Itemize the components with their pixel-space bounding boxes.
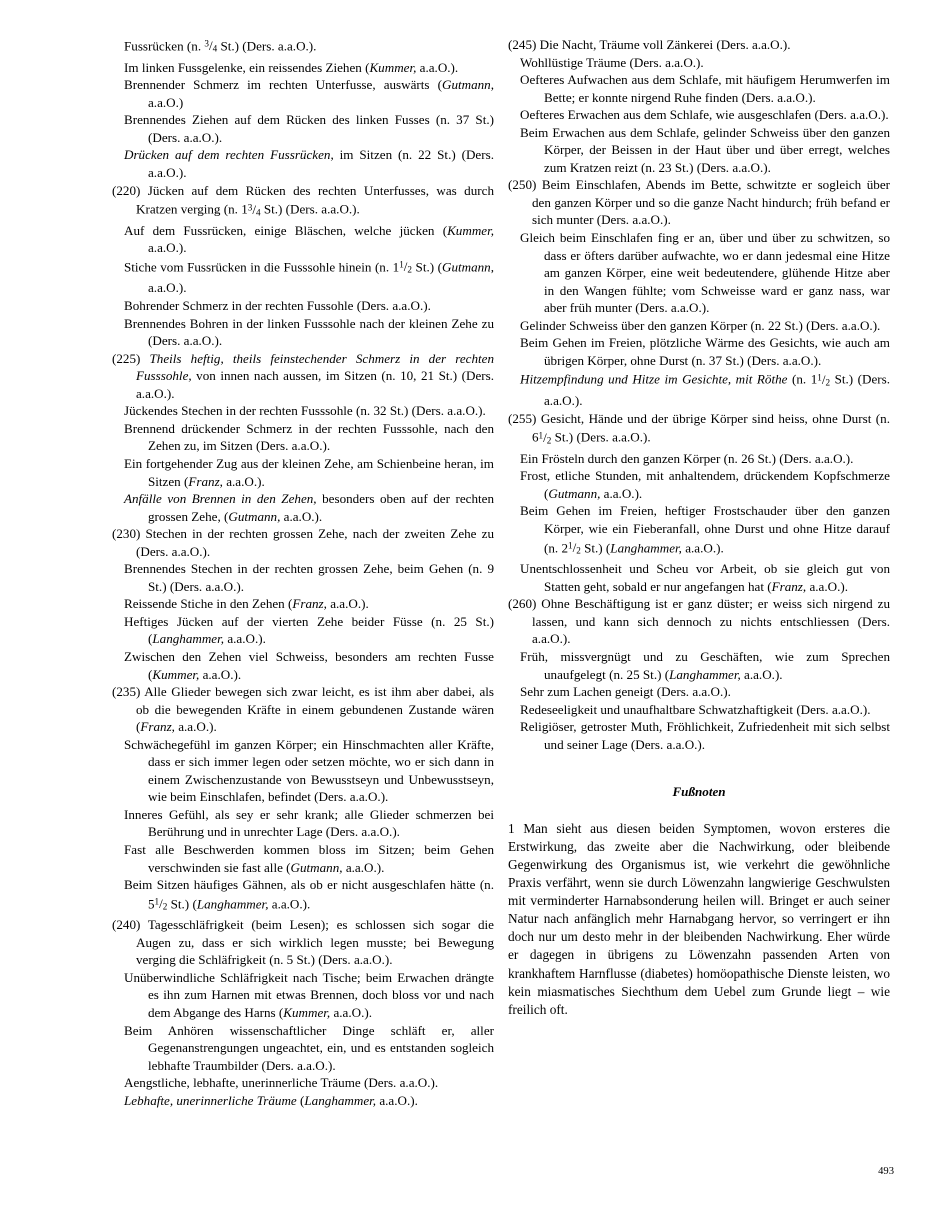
numbered-symptom-entry: (260) Ohne Beschäftigung ist er ganz düster; er weiss sich nirgend zu lassen, und kann sich dennoch zu nichts entschliessen (Ders. a.a.O.). xyxy=(508,596,890,647)
numbered-symptom-entry: (225) Theils heftig, theils feinstechender Schmerz in der rechten Fusssohle, von innen nach aussen, im Sitzen (n. 10, 21 St.) (Ders. a.a.O.). xyxy=(112,350,495,401)
symptom-entry: Auf dem Fussrücken, einige Bläschen, welche jücken (Kummer, a.a.O.). xyxy=(124,222,494,256)
symptom-entry: Fast alle Beschwerden kommen bloss im Sitzen; beim Gehen verschwinden sie fast alle (Gutmann, a.a.O.). xyxy=(124,841,494,875)
symptom-entry: Beim Gehen im Freien, plötzliche Wärme des Gesichts, wie auch am übrigen Körper, ohne Durst (n. 37 St.) (Ders. a.a.O.). xyxy=(520,335,890,368)
symptom-entry: Brennend drückender Schmerz in der rechten Fusssohle, nach den Zehen zu, im Sitzen (Ders. a.a.O.). xyxy=(124,420,494,454)
symptom-entry: Redeseeligkeit und unaufhaltbare Schwatzhaftigkeit (Ders. a.a.O.). xyxy=(520,701,871,717)
symptom-entry: Frost, etliche Stunden, mit anhaltendem, drückendem Kopfschmerze (Gutmann, a.a.O.). xyxy=(520,468,890,501)
numbered-symptom-entry: (255) Gesicht, Hände und der übrige Körper sind heiss, ohne Durst (n. $6^1/2$ St.) (Ders. a.a.O.). xyxy=(508,410,890,446)
symptom-entry: Lebhafte, unerinnerliche Träume (Langhammer, a.a.O.). xyxy=(124,1092,418,1108)
symptom-entry: Gleich beim Einschlafen fing er an, über und über zu schwitzen, so dass er öfters darüber aufwachte, wo er dann jedesmal eine Hitze am ganzen Körper, eine weit bedeutendere, glühende Hitze aber in den Wangen fühlte; vom Schweisse ward er ganz nass, war aber früh munter (Ders. a.a.O.). xyxy=(520,230,890,316)
symptom-entry: Beim Erwachen aus dem Schlafe, gelinder Schweiss über den ganzen Körper, der Beissen in der Haut über und über erregt, welches zum Kratzen reizt (n. 23 St.) (Ders. a.a.O.). xyxy=(520,124,890,175)
page-number: 493 xyxy=(878,1166,894,1177)
numbered-symptom-entry: (230) Stechen in der rechten grossen Zehe, nach der zweiten Zehe zu (Ders. a.a.O.). xyxy=(112,526,494,559)
symptom-entry: Im linken Fussgelenke, ein reissendes Ziehen (Kummer, a.a.O.). xyxy=(124,59,459,75)
left-text-column xyxy=(112,36,494,1109)
symptom-entry: Religiöser, getroster Muth, Fröhlichkeit, Zufriedenheit mit sich selbst und seiner Lage (Ders. a.a.O.). xyxy=(520,719,890,752)
symptom-entry: Gelinder Schweiss über den ganzen Körper (n. 22 St.) (Ders. a.a.O.). xyxy=(520,317,881,333)
numbered-symptom-entry: (240) Tagesschläfrigkeit (beim Lesen); es schlossen sich sogar die Augen zu, dass er sich wirklich legen musste; bei Bewegung verging die Schläfrigkeit (n. 5 St.) (Ders. a.a.O.). xyxy=(112,917,494,968)
symptom-entry: Sehr zum Lachen geneigt (Ders. a.a.O.). xyxy=(520,684,731,700)
symptom-entry: Unentschlossenheit und Scheu vor Arbeit, ob sie gleich gut von Statten geht, sobald er nur angefangen hat (Franz, a.a.O.). xyxy=(520,561,890,594)
symptom-entry: Reissende Stiche in den Zehen (Franz, a.a.O.). xyxy=(124,596,369,612)
symptom-entry: Hitzempfindung und Hitze im Gesichte, mit Röthe (n. $1^1/2$ St.) (Ders. a.a.O.). xyxy=(520,371,890,409)
symptom-entry: Heftiges Jücken auf der vierten Zehe beider Füsse (n. 25 St.) (Langhammer, a.a.O.). xyxy=(124,613,494,647)
symptom-entry: Wohllüstige Träume (Ders. a.a.O.). xyxy=(520,54,704,70)
numbered-symptom-entry: (250) Beim Einschlafen, Abends im Bette, schwitzte er sogleich über den ganzen Körper und so die ganze Nacht hindurch; früh befand er sich munter (Ders. a.a.O.). xyxy=(508,177,890,228)
symptom-entry: Beim Gehen im Freien, heftiger Frostschauder über den ganzen Körper, wie ein Fieberanfall, ohne Durst und ohne Hitze darauf (n. $2^1/2$ St.) (Langhammer, a.a.O.). xyxy=(520,503,890,556)
symptom-entry: Unüberwindliche Schläfrigkeit nach Tische; beim Erwachen drängte es ihn zum Harnen mit etwas Brennen, doch bloss vor und nach dem Abgange des Harns (Kummer, a.a.O.). xyxy=(124,969,494,1021)
symptom-entry: Bohrender Schmerz in der rechten Fussohle (Ders. a.a.O.). xyxy=(124,298,431,314)
symptom-entry: Jückendes Stechen in der rechten Fusssohle (n. 32 St.) (Ders. a.a.O.). xyxy=(124,403,486,419)
symptom-entry: Inneres Gefühl, als sey er sehr krank; alle Glieder schmerzen bei Berührung und in unrechter Lage (Ders. a.a.O.). xyxy=(124,806,494,840)
right-text-column xyxy=(508,36,890,1019)
symptom-entry: Fussrücken (n. $^3$/4 St.) (Ders. a.a.O.). xyxy=(124,38,317,55)
footnote-text: 1 Man sieht aus diesen beiden Symptomen, wovon ersteres die Erstwirkung, das zweite aber die Nachwirkung, oder bleibende Gegenwirkung des Organismus ist, wie verkehrt die gewöhnliche Praxis verfährt, wenn sie durch Löwenzahn langwierige Geschwulsten mit verminderter Harnabsonderung heilen will. Bringet er auch seiner Natur nach anfänglich mehr Harnabgang hervor, so verringert er ihn doch nur um desto mehr in der bleibenden Nachwirkung. Eher würde er dagegen in übrigens zu Löwenzahn passenden Arten von krankhaftem Harnflusse (diabetes) homöopathische Dienste leisten, wo kein miasmatisches Siechthum dem Uebel zum Grunde liegt – wie freilich oft. xyxy=(508,820,890,1017)
right-entries-container xyxy=(508,36,890,753)
footnotes-heading: Fußnoten xyxy=(672,784,726,800)
symptom-entry: Schwächegefühl im ganzen Körper; ein Hinschmachten aller Kräfte, dass er sich immer legen oder setzen möchte, wo er sich dann in einem Zwischenzustande von Bewusstseyn und Unbewusstseyn, wie beim Einschlafen, befindet (Ders. a.a.O.). xyxy=(124,736,494,805)
symptom-entry: Brennendes Stechen in der rechten grossen Zehe, beim Gehen (n. 9 St.) (Ders. a.a.O.). xyxy=(124,561,494,594)
numbered-symptom-entry: (235) Alle Glieder bewegen sich zwar leicht, es ist ihm aber dabei, als ob die bewegenden Kräfte in einem gebundenen Zustande wären (Franz, a.a.O.). xyxy=(112,684,494,735)
symptom-entry: Brennender Schmerz im rechten Unterfusse, auswärts (Gutmann, a.a.O.) xyxy=(124,77,494,110)
symptom-entry: Ein fortgehender Zug aus der kleinen Zehe, am Schienbeine heran, im Sitzen (Franz, a.a.O.). xyxy=(124,455,494,489)
numbered-symptom-entry: (220) Jücken auf dem Rücken des rechten Unterfusses, was durch Kratzen verging (n. $1^3/4$ St.) (Ders. a.a.O.). xyxy=(112,182,494,218)
symptom-entry: Beim Sitzen häufiges Gähnen, als ob er nicht ausgeschlafen hätte (n. $5^1/2$ St.) (Langhammer, a.a.O.). xyxy=(124,877,494,912)
symptom-entry: Ein Frösteln durch den ganzen Körper (n. 26 St.) (Ders. a.a.O.). xyxy=(520,450,854,466)
numbered-symptom-entry: (245) Die Nacht, Träume voll Zänkerei (Ders. a.a.O.). xyxy=(508,37,791,52)
symptom-entry: Anfälle von Brennen in den Zehen, besonders oben auf der rechten grossen Zehe, (Gutmann, a.a.O.). xyxy=(124,491,494,524)
symptom-entry: Früh, missvergnügt und zu Geschäften, wie zum Sprechen unaufgelegt (n. 25 St.) (Langhammer, a.a.O.). xyxy=(520,648,890,682)
symptom-entry: Brennendes Ziehen auf dem Rücken des linken Fusses (n. 37 St.) (Ders. a.a.O.). xyxy=(124,112,494,145)
symptom-entry: Brennendes Bohren in der linken Fusssohle nach der kleinen Zehe zu (Ders. a.a.O.). xyxy=(124,315,494,349)
symptom-entry: Stiche vom Fussrücken in die Fusssohle hinein (n. $1^1/2$ St.) (Gutmann, a.a.O.). xyxy=(124,259,494,296)
symptom-entry: Aengstliche, lebhafte, unerinnerliche Träume (Ders. a.a.O.). xyxy=(124,1075,439,1091)
symptom-entry: Beim Anhören wissenschaftlicher Dinge schläft er, aller Gegenanstrengungen ungeachtet, ein, und es entstanden sogleich lebhafte Traumbilder (Ders. a.a.O.). xyxy=(124,1022,494,1073)
symptom-entry: Drücken auf dem rechten Fussrücken, im Sitzen (n. 22 St.) (Ders. a.a.O.). xyxy=(124,147,494,180)
symptom-entry: Oefteres Erwachen aus dem Schlafe, wie ausgeschlafen (Ders. a.a.O.). xyxy=(520,107,889,123)
symptom-entry: Oefteres Aufwachen aus dem Schlafe, mit häufigem Herumwerfen im Bette; er konnte nirgend Ruhe finden (Ders. a.a.O.). xyxy=(520,72,890,105)
symptom-entry: Zwischen den Zehen viel Schweiss, besonders am rechten Fusse (Kummer, a.a.O.). xyxy=(124,648,494,682)
